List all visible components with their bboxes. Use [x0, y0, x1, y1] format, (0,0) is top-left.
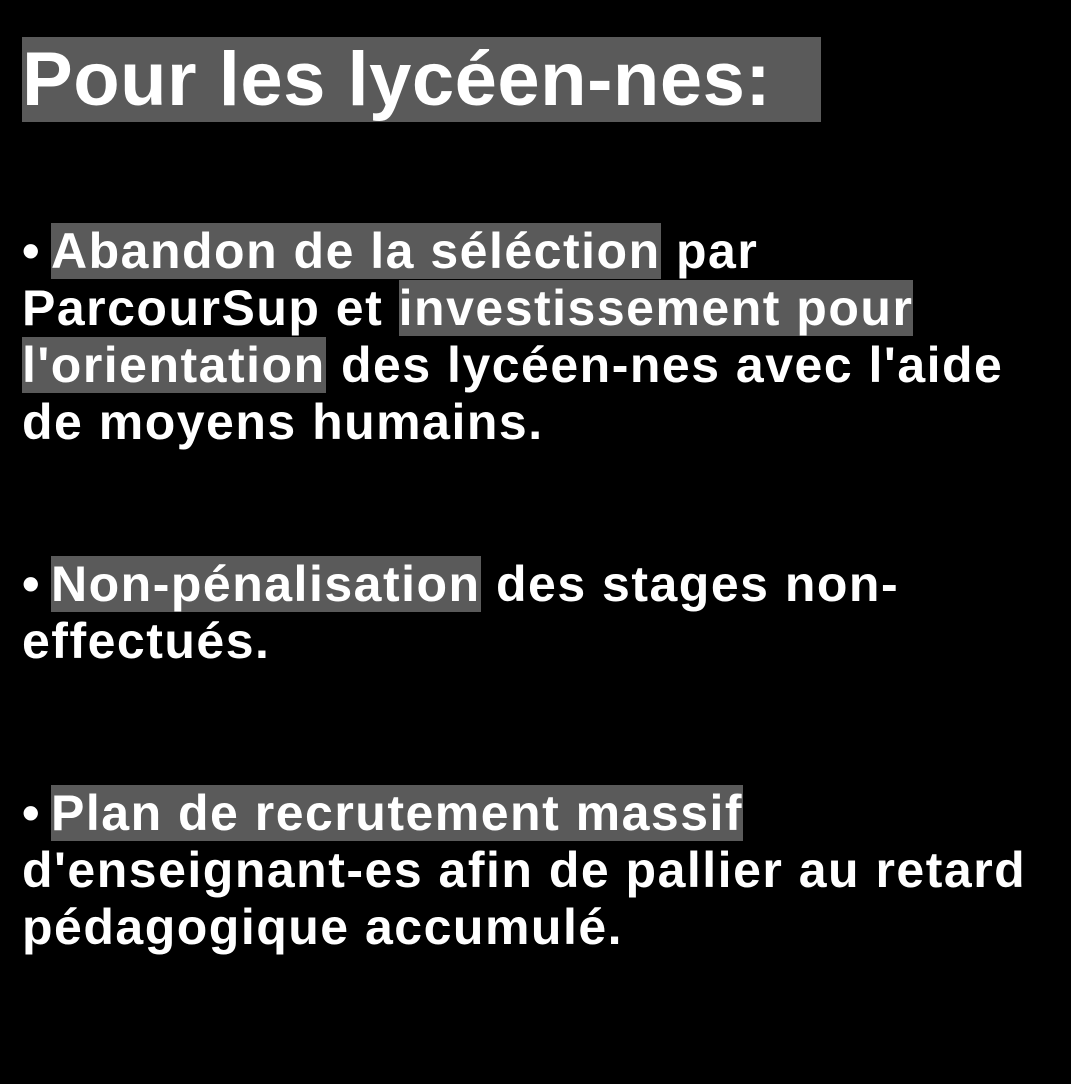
highlight-abandon-selection: Abandon de la séléction	[51, 223, 661, 279]
bullet-text: par ParcourSup et	[22, 223, 759, 336]
bullet-text: des stages non-effectués.	[22, 556, 900, 669]
page-title	[22, 34, 821, 126]
title-highlight: Pour les lycéen-nes:	[22, 37, 821, 122]
highlight-non-penalisation: Non-pénalisation	[51, 556, 481, 612]
highlight-plan-recrutement: Plan de recrutement massif	[51, 785, 744, 841]
bullet-dot: •	[22, 785, 42, 841]
bullet-item-parcoursup	[22, 223, 1052, 451]
bullet-text: des lycéen-nes avec l'aide de moyens humains.	[22, 337, 1004, 450]
bullet-dot: •	[22, 223, 42, 279]
bullet-dot: •	[22, 556, 42, 612]
highlight-investissement-orientation: investissement pour l'orientation	[22, 280, 914, 393]
bullet-text: d'enseignant-es afin de pallier au retard pédagogique accumulé.	[22, 842, 1027, 955]
bullet-item-recrutement	[22, 785, 1052, 956]
bullet-item-stages	[22, 556, 1052, 670]
